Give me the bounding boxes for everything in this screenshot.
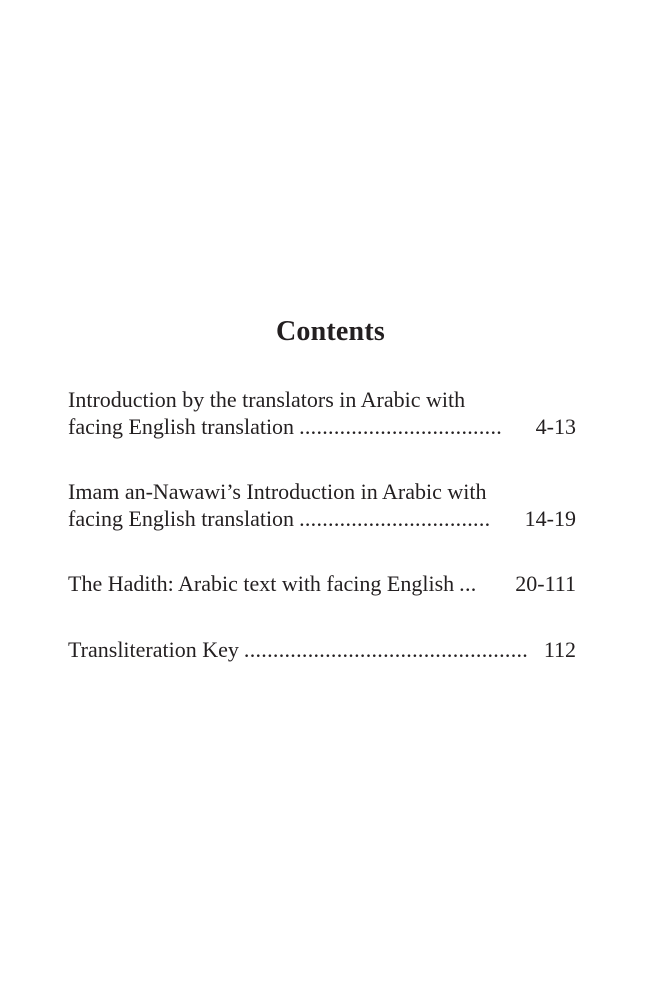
toc-entry-line: [68, 413, 576, 440]
toc-page-number: 4-13: [535, 414, 576, 439]
toc-entry-title: The Hadith: Arabic text with facing English: [68, 571, 455, 596]
table-of-contents: [68, 386, 576, 702]
toc-entry-title: Introduction by the translators in Arabic with: [68, 387, 466, 412]
toc-entry-line: [68, 636, 576, 663]
toc-entry-line: [68, 386, 576, 413]
toc-entry-nawawi-introduction[interactable]: [68, 478, 576, 532]
toc-page-number: 112: [543, 637, 576, 662]
toc-page-number: 14-19: [524, 506, 576, 531]
toc-entry-line: [68, 505, 576, 532]
toc-entry-title: Transliteration Key: [68, 637, 239, 662]
dot-leader: .................................: [299, 506, 491, 531]
toc-entry-title-continued: facing English translation: [68, 414, 295, 439]
toc-entry-title: Imam an-Nawawi’s Introduction in Arabic with: [68, 479, 487, 504]
dot-leader: ...: [459, 571, 477, 596]
toc-page-number: 20-111: [515, 571, 576, 596]
toc-entry-translators-introduction[interactable]: [68, 386, 576, 440]
toc-entry-transliteration-key[interactable]: [68, 636, 576, 663]
toc-entry-title-continued: facing English translation: [68, 506, 295, 531]
toc-entry-line: [68, 570, 576, 597]
page-title: Contents: [276, 316, 385, 347]
toc-entry-hadith[interactable]: [68, 570, 576, 597]
dot-leader: .................................................: [243, 637, 529, 662]
toc-entry-line: [68, 478, 576, 505]
dot-leader: ...................................: [299, 414, 503, 439]
